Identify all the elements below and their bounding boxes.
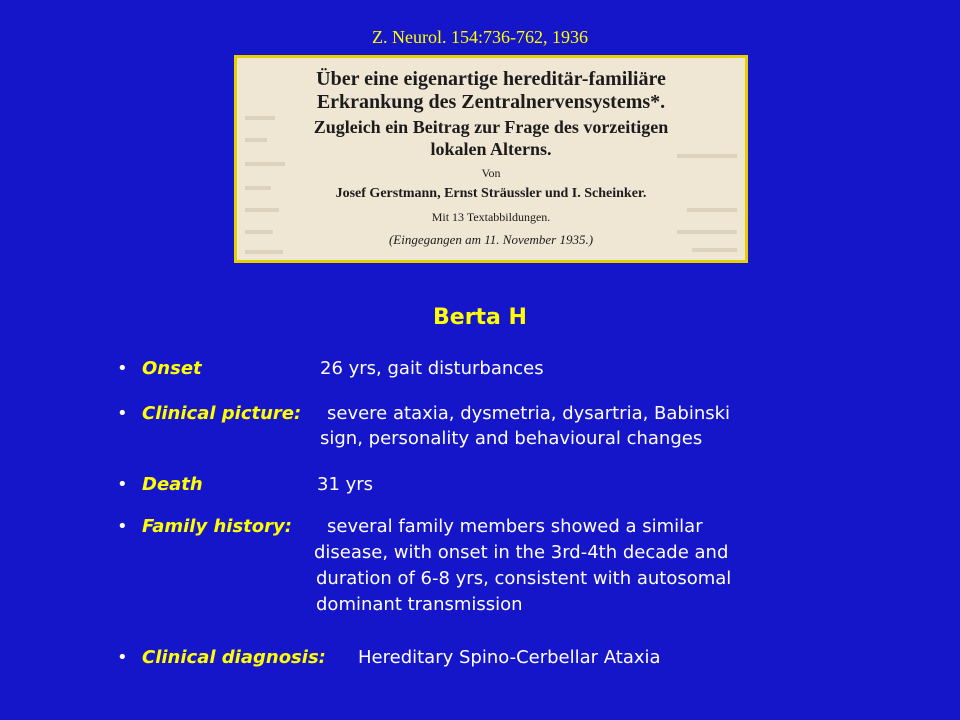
- family-history-line-3: duration of 6-8 yrs, consistent with autosomal: [316, 568, 732, 589]
- family-history-line-2: disease, with onset in the 3rd-4th decade and: [314, 542, 729, 563]
- clinical-diagnosis-value: Hereditary Spino-Cerbellar Ataxia: [358, 647, 661, 668]
- article-title-line-4: lokalen Alterns.: [430, 139, 552, 159]
- bullet-icon: •: [117, 516, 128, 537]
- bullet-icon: •: [117, 647, 128, 668]
- onset-value: 26 yrs, gait disturbances: [320, 358, 544, 379]
- family-history-line-4: dominant transmission: [316, 594, 523, 615]
- article-authors: Josef Gerstmann, Ernst Sträussler und I. Scheinker.: [335, 186, 647, 201]
- onset-label: Onset: [142, 358, 202, 379]
- family-history-label: Family history:: [142, 516, 292, 537]
- article-clipping-image: [234, 55, 748, 263]
- clinical-picture-label: Clinical picture:: [142, 403, 302, 424]
- citation: Z. Neurol. 154:736-762, 1936: [372, 27, 588, 47]
- article-figures: Mit 13 Textabbildungen.: [431, 210, 551, 224]
- list-item-onset: [117, 357, 837, 381]
- bullet-icon: •: [117, 358, 128, 379]
- death-value: 31 yrs: [317, 474, 374, 495]
- article-title-line-3: Zugleich ein Beitrag zur Frage des vorzeitigen: [313, 117, 669, 137]
- patient-heading: Berta H: [433, 305, 527, 330]
- article-title-line-2: Erkrankung des Zentralnervensystems*.: [316, 91, 666, 113]
- list-item-clinical-picture: [117, 402, 837, 450]
- death-label: Death: [142, 474, 203, 495]
- article-von: Von: [481, 166, 501, 180]
- list-item-death: [117, 473, 837, 497]
- bullet-icon: •: [117, 403, 128, 424]
- clinical-picture-line-2: sign, personality and behavioural changes: [320, 428, 703, 449]
- family-history-line-1: several family members showed a similar: [327, 516, 703, 537]
- clinical-picture-line-1: severe ataxia, dysmetria, dysartria, Babinski: [327, 403, 731, 424]
- list-item-family-history: [117, 515, 857, 615]
- article-title-line-1: Über eine eigenartige hereditär-familiäre: [316, 68, 666, 90]
- list-item-clinical-diagnosis: [117, 646, 837, 670]
- article-received: (Eingegangen am 11. November 1935.): [388, 232, 594, 247]
- clinical-diagnosis-label: Clinical diagnosis:: [142, 647, 326, 668]
- bullet-icon: •: [117, 474, 128, 495]
